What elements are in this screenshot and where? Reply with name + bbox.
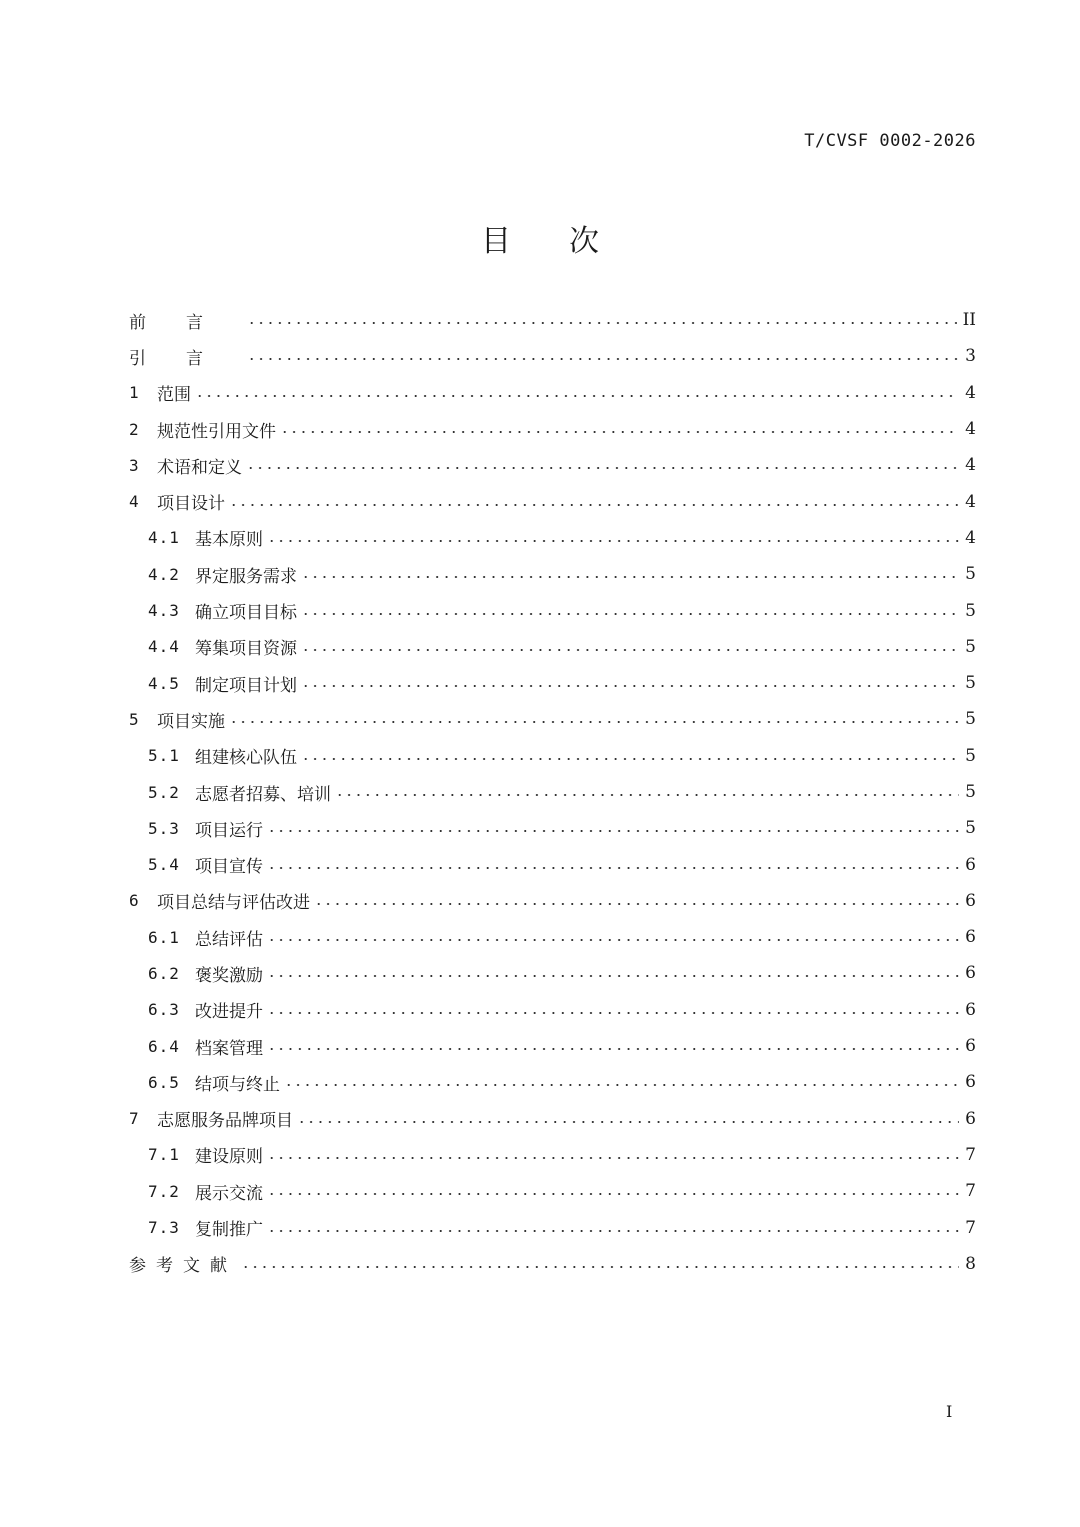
toc-entry-number: 2 xyxy=(129,419,139,439)
toc-entry-label: 组建核心队伍 xyxy=(195,748,297,769)
toc-entry[interactable] xyxy=(129,1246,976,1282)
toc-entry[interactable] xyxy=(129,447,976,483)
toc-entry[interactable] xyxy=(129,1209,976,1245)
toc-entry-label: 规范性引用文件 xyxy=(157,421,276,442)
dot-leader xyxy=(314,903,959,905)
toc-entry-number: 5.1 xyxy=(148,746,180,766)
toc-entry-number: 4.1 xyxy=(148,528,180,548)
toc-entry-page: 6 xyxy=(965,999,976,1020)
dot-leader xyxy=(267,1230,959,1232)
dot-leader xyxy=(267,540,959,542)
dot-leader xyxy=(267,1193,959,1195)
toc-entry[interactable] xyxy=(129,738,976,774)
toc-entry-label: 前言 xyxy=(129,312,243,333)
toc-entry-number: 5.3 xyxy=(148,818,180,838)
toc-entry-number: 7.1 xyxy=(148,1145,180,1165)
toc-entry-page: 5 xyxy=(965,600,976,621)
toc-entry[interactable] xyxy=(129,846,976,882)
toc-entry-page: 3 xyxy=(965,346,976,367)
dot-leader xyxy=(246,467,959,469)
toc-entry[interactable] xyxy=(129,1064,976,1100)
dot-leader xyxy=(301,613,959,615)
dot-leader xyxy=(229,504,959,506)
toc-entry-number: 3 xyxy=(129,455,139,475)
dot-leader xyxy=(267,1048,959,1050)
toc-entry-page: 6 xyxy=(965,854,976,875)
toc-entry-page: 5 xyxy=(965,709,976,730)
toc-entry-label: 总结评估 xyxy=(195,929,263,950)
toc-entry-label: 制定项目计划 xyxy=(195,675,297,696)
toc-entry-label: 引言 xyxy=(129,348,243,369)
toc-entry[interactable] xyxy=(129,883,976,919)
dot-leader xyxy=(284,1084,959,1086)
toc-entry[interactable] xyxy=(129,1137,976,1173)
toc-entry-number: 1 xyxy=(129,383,139,403)
dot-leader xyxy=(267,939,959,941)
toc-entry[interactable] xyxy=(129,774,976,810)
toc-entry-number: 6.5 xyxy=(148,1072,180,1092)
toc-entry-number: 4.5 xyxy=(148,673,180,693)
toc-entry-page: 4 xyxy=(965,527,976,548)
dot-leader xyxy=(267,1157,959,1159)
toc-entry-label: 建设原则 xyxy=(195,1147,263,1168)
dot-leader xyxy=(301,685,959,687)
toc-entry-page: 6 xyxy=(965,1072,976,1093)
toc-entry-number: 6.4 xyxy=(148,1036,180,1056)
document-code: T/CVSF 0002-2026 xyxy=(804,131,976,151)
toc-entry-label: 复制推广 xyxy=(195,1220,263,1241)
dot-leader xyxy=(335,794,959,796)
toc-entry-number: 4.4 xyxy=(148,637,180,657)
toc-entry[interactable] xyxy=(129,919,976,955)
toc-entry-label: 术语和定义 xyxy=(157,457,242,478)
toc-entry-page: 6 xyxy=(965,1036,976,1057)
toc-entry[interactable] xyxy=(129,1101,976,1137)
toc-entry[interactable] xyxy=(129,592,976,628)
toc-entry-number: 4.3 xyxy=(148,601,180,621)
dot-leader xyxy=(247,322,957,324)
dot-leader xyxy=(301,758,959,760)
toc-entry-number: 4.2 xyxy=(148,564,180,584)
toc-entry[interactable] xyxy=(129,556,976,592)
toc-entry-label: 褒奖激励 xyxy=(195,965,263,986)
dot-leader xyxy=(267,867,959,869)
toc-entry[interactable] xyxy=(129,955,976,991)
toc-entry-label: 界定服务需求 xyxy=(195,566,297,587)
toc-entry-label: 确立项目目标 xyxy=(195,603,297,624)
toc-entry-page: 8 xyxy=(965,1253,976,1274)
toc-entry-label: 改进提升 xyxy=(195,1002,263,1023)
toc-entry-page: 4 xyxy=(965,491,976,512)
toc-entry-page: 5 xyxy=(965,564,976,585)
toc-entry-number: 6.3 xyxy=(148,1000,180,1020)
toc-entry-page: 4 xyxy=(965,382,976,403)
dot-leader xyxy=(267,830,959,832)
toc-entry-page: 7 xyxy=(965,1181,976,1202)
toc-entry-number: 7 xyxy=(129,1109,139,1129)
toc-entry[interactable] xyxy=(129,629,976,665)
toc-entry-page: 5 xyxy=(965,636,976,657)
toc-entry[interactable] xyxy=(129,411,976,447)
dot-leader xyxy=(297,1121,959,1123)
toc-entry-number: 4 xyxy=(129,492,139,512)
toc-entry-page: 4 xyxy=(965,419,976,440)
toc-entry[interactable] xyxy=(129,302,976,338)
toc-entry-page: 7 xyxy=(965,1144,976,1165)
toc-entry-page: 5 xyxy=(965,818,976,839)
toc-entry-number: 6.2 xyxy=(148,963,180,983)
toc-entry-number: 5.4 xyxy=(148,855,180,875)
toc-entry-page: 6 xyxy=(965,963,976,984)
toc-entry[interactable] xyxy=(129,992,976,1028)
toc-entry-label: 展示交流 xyxy=(195,1183,263,1204)
toc-entry-label: 基本原则 xyxy=(195,530,263,551)
toc-entry-label: 项目实施 xyxy=(157,711,225,732)
dot-leader xyxy=(229,721,959,723)
toc-entry-label: 项目宣传 xyxy=(195,857,263,878)
toc-entry-page: 7 xyxy=(965,1217,976,1238)
table-of-contents xyxy=(129,302,976,1282)
toc-entry[interactable] xyxy=(129,338,976,374)
toc-entry-page: 6 xyxy=(965,890,976,911)
toc-entry-label: 档案管理 xyxy=(195,1038,263,1059)
toc-entry-label: 项目设计 xyxy=(157,494,225,515)
page-number: I xyxy=(946,1402,953,1421)
toc-entry[interactable] xyxy=(129,665,976,701)
toc-entry-label: 结项与终止 xyxy=(195,1074,280,1095)
toc-entry-label: 项目运行 xyxy=(195,820,263,841)
toc-entry-label: 志愿者招募、培训 xyxy=(195,784,331,805)
toc-entry[interactable] xyxy=(129,1028,976,1064)
toc-entry-page: 5 xyxy=(965,782,976,802)
toc-entry[interactable] xyxy=(129,375,976,411)
dot-leader xyxy=(301,649,959,651)
toc-entry-page: 5 xyxy=(965,673,976,694)
dot-leader xyxy=(241,1266,959,1268)
toc-entry-label: 志愿服务品牌项目 xyxy=(157,1111,293,1132)
toc-entry-label: 范围 xyxy=(157,385,191,406)
toc-entry-number: 7.2 xyxy=(148,1181,180,1201)
toc-entry-number: 6.1 xyxy=(148,927,180,947)
toc-entry-number: 7.3 xyxy=(148,1218,180,1238)
dot-leader xyxy=(195,395,959,397)
toc-entry[interactable] xyxy=(129,701,976,737)
toc-entry-page: 6 xyxy=(965,1108,976,1129)
toc-entry[interactable] xyxy=(129,810,976,846)
dot-leader xyxy=(301,576,959,578)
toc-entry-number: 6 xyxy=(129,891,139,911)
toc-entry-label: 项目总结与评估改进 xyxy=(157,893,310,914)
toc-entry-page: 4 xyxy=(965,455,976,476)
dot-leader xyxy=(247,358,959,360)
dot-leader xyxy=(267,975,959,977)
toc-entry[interactable] xyxy=(129,520,976,556)
toc-entry-page: II xyxy=(962,310,976,331)
toc-entry[interactable] xyxy=(129,1173,976,1209)
toc-title: 目次 xyxy=(481,224,657,259)
toc-entry-number: 5.2 xyxy=(148,782,180,802)
toc-entry-number: 5 xyxy=(129,709,139,729)
toc-entry-page: 5 xyxy=(965,745,976,766)
dot-leader xyxy=(280,431,959,433)
toc-entry-page: 6 xyxy=(965,927,976,948)
toc-entry[interactable] xyxy=(129,483,976,519)
toc-entry-label: 筹集项目资源 xyxy=(195,639,297,660)
toc-entry-label: 参考文献 xyxy=(129,1256,237,1277)
dot-leader xyxy=(267,1012,959,1014)
